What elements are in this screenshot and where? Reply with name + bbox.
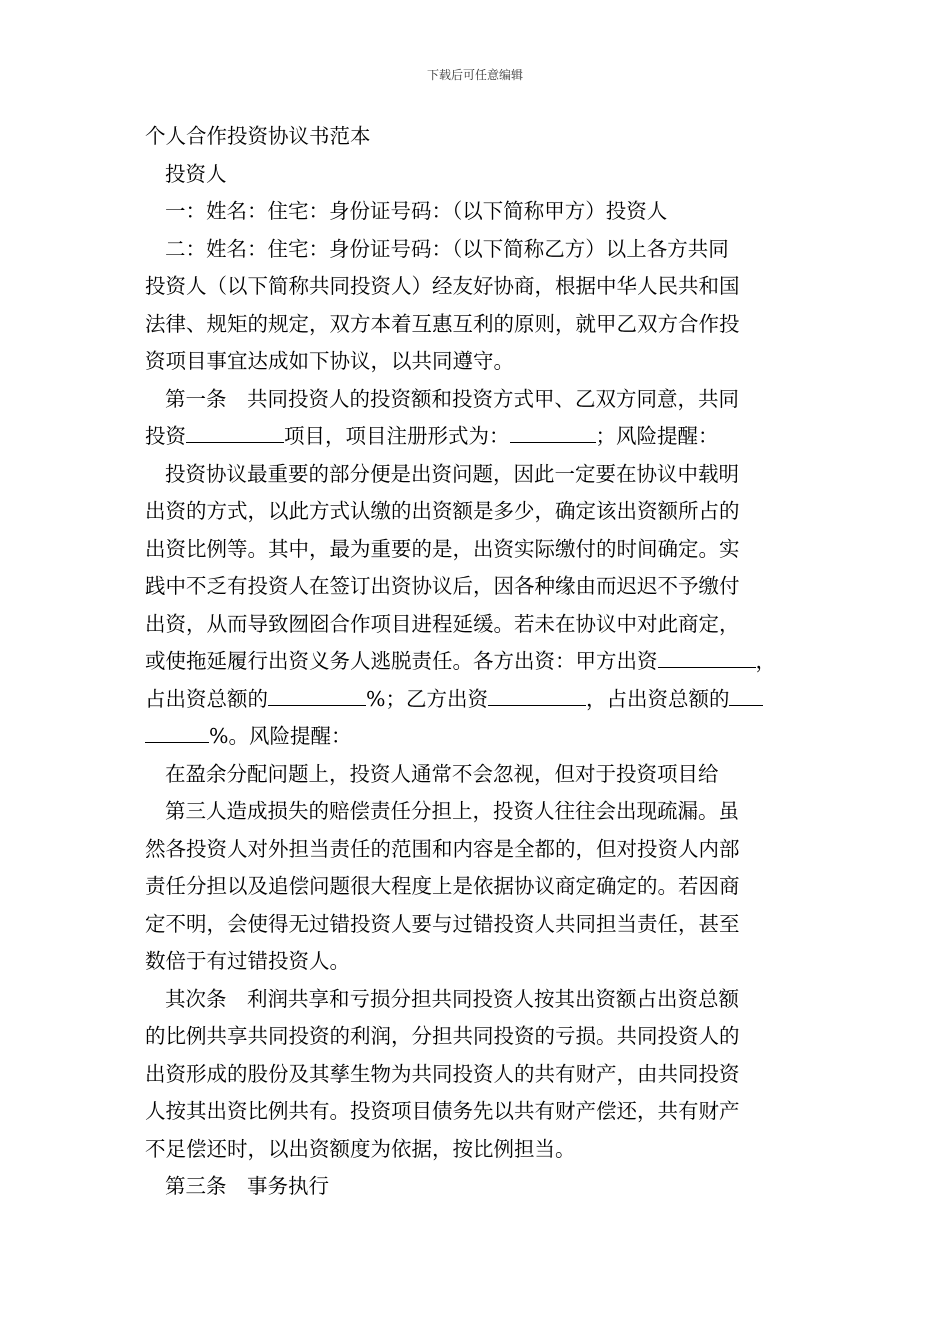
- text-segment: 占出资总额的: [145, 686, 268, 711]
- fill-blank: [658, 643, 756, 668]
- paragraph-line: 定不明，会使得无过错投资人要与过错投资人共同担当责任，甚至: [145, 911, 740, 936]
- paragraph-line: 投资人（以下简称共同投资人）经友好协商，根据中华人民共和国: [145, 274, 740, 298]
- fill-blank: [268, 681, 366, 706]
- text-segment: ，占出资总额的: [585, 686, 730, 711]
- paragraph-line: 出资比例等。其中，最为重要的是，出资实际缴付的时间确定。实: [145, 536, 740, 561]
- paragraph-line: 投资协议最重要的部分便是出资问题，因此一定要在协议中载明: [165, 461, 739, 486]
- paragraph-line: 责任分担以及追偿问题很大程度上是依据协议商定确定的。若因商: [145, 874, 740, 898]
- fill-blank: [729, 681, 763, 706]
- fill-blank: [488, 681, 586, 706]
- paragraph-line: 法律、规矩的规定，双方本着互惠互利的原则，就甲乙双方合作投: [145, 311, 740, 336]
- paragraph-line: [145, 418, 810, 456]
- paragraph-line: 二：姓名：住宅：身份证号码：（以下简称乙方）以上各方共同: [165, 236, 729, 261]
- paragraph-line: 投资人: [165, 161, 227, 186]
- article-1-heading: 第一条 共同投资人的投资额和投资方式甲、乙双方同意，共同: [165, 386, 739, 411]
- fill-blank: [510, 418, 596, 443]
- paragraph-line: 资项目事宜达成如下协议，以共同遵守。: [145, 349, 514, 373]
- text-segment: %；乙方出资: [366, 686, 488, 711]
- text-segment: ，: [755, 649, 776, 673]
- paragraph-line: 出资形成的股份及其孳生物为共同投资人的共有财产，由共同投资: [145, 1061, 740, 1086]
- paragraph-line: 在盈余分配问题上，投资人通常不会忽视，但对于投资项目给: [165, 761, 719, 786]
- paragraph-line: 践中不乏有投资人在签订出资协议后，因各种缘由而迟迟不予缴付: [145, 574, 740, 598]
- paragraph-line: [145, 681, 810, 719]
- document-body: [145, 118, 810, 1206]
- text-segment: %。风险提醒：: [209, 724, 352, 748]
- paragraph-line: [145, 643, 810, 681]
- text-segment: 或使拖延履行出资义务人逃脱责任。各方出资：甲方出资: [145, 649, 658, 673]
- paragraph-line: [145, 718, 810, 756]
- download-note: 下载后可任意编辑: [426, 68, 523, 82]
- fill-blank: [145, 718, 209, 743]
- paragraph-line: 数倍于有过错投资人。: [145, 949, 350, 973]
- paragraph-line: 然各投资人对外担当责任的范围和内容是全都的，但对投资人内部: [145, 836, 740, 861]
- article-3-heading: 第三条 事务执行: [165, 1174, 329, 1198]
- paragraph-line: 出资的方式，以此方式认缴的出资额是多少，确定该出资额所占的: [145, 499, 740, 523]
- document-title: 个人合作投资协议书范本: [145, 124, 371, 148]
- paragraph-line: 人按其出资比例共有。投资项目债务先以共有财产偿还，共有财产: [145, 1099, 740, 1123]
- paragraph-line: 第三人造成损失的赔偿责任分担上，投资人往往会出现疏漏。虽: [165, 799, 739, 823]
- paragraph-line: 的比例共享共同投资的利润，分担共同投资的亏损。共同投资人的: [145, 1024, 740, 1048]
- paragraph-line: 一：姓名：住宅：身份证号码：（以下简称甲方）投资人: [165, 199, 668, 223]
- paragraph-line: 出资，从而导致囫囵合作项目进程延缓。若未在协议中对此商定，: [145, 611, 740, 636]
- paragraph-line: 不足偿还时，以出资额度为依据，按比例担当。: [145, 1136, 576, 1161]
- fill-blank: [186, 418, 284, 443]
- text-segment: 项目，项目注册形式为：: [284, 424, 510, 448]
- text-segment: ；风险提醒：: [595, 424, 719, 448]
- article-2-heading: 其次条 利润共享和亏损分担共同投资人按其出资额占出资总额: [165, 986, 739, 1011]
- text-segment: 投资: [145, 424, 186, 448]
